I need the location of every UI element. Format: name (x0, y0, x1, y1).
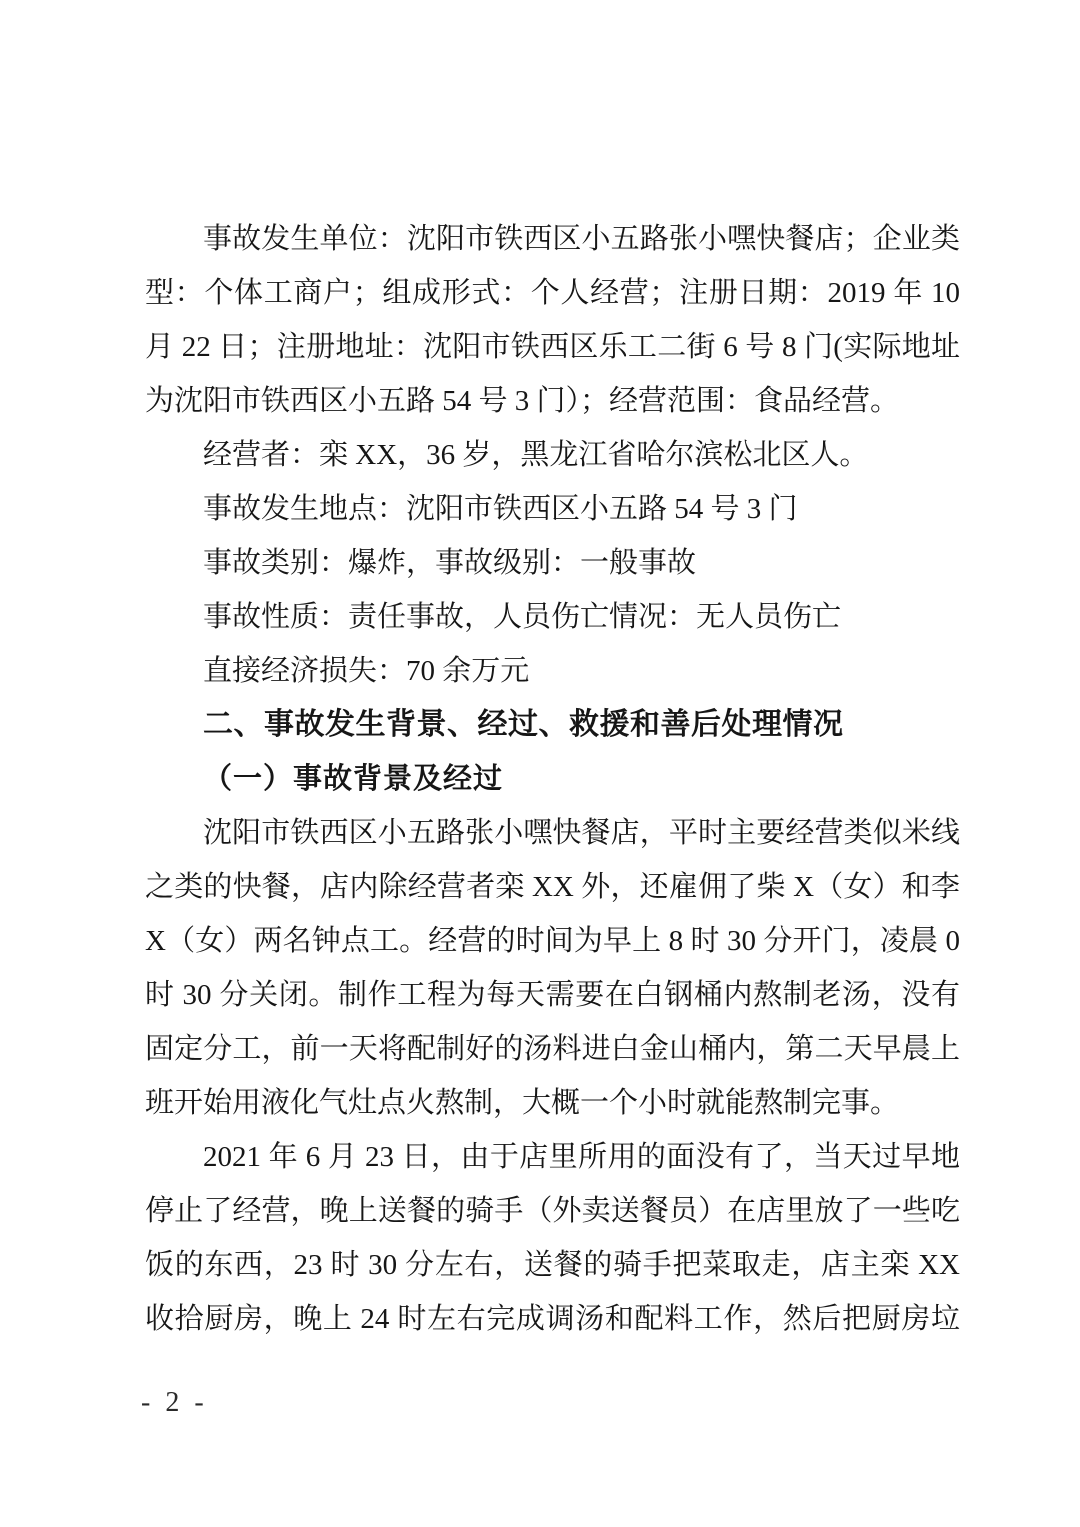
background-paragraph-line-6: 班开始用液化气灶点火熬制，大概一个小时就能熬制完事。 (145, 1087, 900, 1119)
unit-paragraph-line-2: 型：个体工商户；组成形式：个人经营；注册日期：2019 年 10 (145, 277, 960, 309)
background-paragraph-line-1: 沈阳市铁西区小五路张小嘿快餐店，平时主要经营类似米线 (203, 817, 960, 849)
unit-paragraph-line-4: 为沈阳市铁西区小五路 54 号 3 门）；经营范围：食品经营。 (145, 385, 900, 417)
unit-paragraph-line-1: 事故发生单位：沈阳市铁西区小五路张小嘿快餐店；企业类 (203, 223, 960, 255)
incident-paragraph-line-1: 2021 年 6 月 23 日，由于店里所用的面没有了，当天过早地 (203, 1141, 960, 1173)
incident-paragraph-line-4: 收拾厨房，晚上 24 时左右完成调汤和配料工作，然后把厨房垃 (145, 1303, 960, 1335)
unit-paragraph-line-3: 月 22 日；注册地址：沈阳市铁西区乐工二街 6 号 8 门(实际地址 (145, 331, 960, 363)
document-body (145, 212, 960, 1346)
section-2-1-heading: （一）事故背景及经过 (203, 763, 504, 795)
nature-line: 事故性质：责任事故，人员伤亡情况：无人员伤亡 (203, 601, 842, 633)
background-paragraph-line-2: 之类的快餐，店内除经营者栾 XX 外，还雇佣了柴 X（女）和李 (145, 871, 960, 903)
background-paragraph-line-5: 固定分工，前一天将配制好的汤料进白金山桶内，第二天早晨上 (145, 1033, 960, 1065)
operator-line: 经营者：栾 XX，36 岁，黑龙江省哈尔滨松北区人。 (203, 439, 869, 471)
incident-paragraph-line-3: 饭的东西，23 时 30 分左右，送餐的骑手把菜取走，店主栾 XX (145, 1249, 960, 1281)
incident-paragraph-line-2: 停止了经营，晚上送餐的骑手（外卖送餐员）在店里放了一些吃 (145, 1195, 960, 1227)
loss-line: 直接经济损失：70 余万元 (203, 655, 530, 687)
page-number: - 2 - (141, 1387, 208, 1418)
location-line: 事故发生地点：沈阳市铁西区小五路 54 号 3 门 (203, 493, 798, 525)
background-paragraph-line-3: X（女）两名钟点工。经营的时间为早上 8 时 30 分开门，凌晨 0 (145, 925, 960, 957)
section-2-heading: 二、事故发生背景、经过、救援和善后处理情况 (203, 708, 844, 741)
background-paragraph-line-4: 时 30 分关闭。制作工程为每天需要在白钢桶内熬制老汤，没有 (145, 979, 960, 1011)
category-line: 事故类别：爆炸，事故级别：一般事故 (203, 547, 697, 579)
